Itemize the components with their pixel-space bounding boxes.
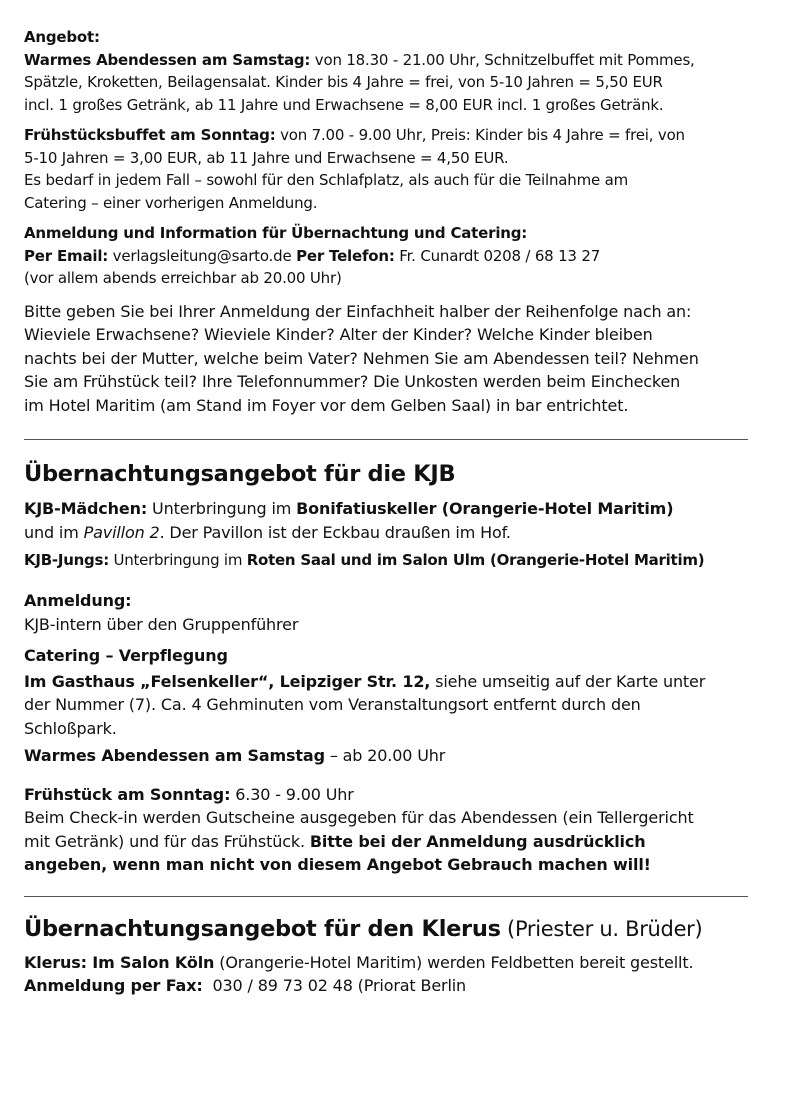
abend-label: Warmes Abendessen am Samstag xyxy=(24,746,325,765)
bitte-line-2: Wieviele Erwachsene? Wieviele Kinder? Alter der Kinder? Welche Kinder bleiben xyxy=(24,325,653,344)
phone-note: (vor allem abends erreichbar ab 20.00 Uhr) xyxy=(24,269,342,287)
klerus-title: Übernachtungsangebot für den Klerus xyxy=(24,915,501,942)
bitte-line-4: Sie am Frühstück teil? Ihre Telefonnummer? Die Unkosten werden beim Einchecken xyxy=(24,372,681,391)
abend-text: – ab 20.00 Uhr xyxy=(324,746,446,765)
klerus-label: Klerus: Im Salon Köln xyxy=(24,952,215,972)
jungs-text: Unterbringung im xyxy=(108,551,247,569)
kjb-section xyxy=(24,460,766,877)
jungs-place: Roten Saal und im Salon Ulm (Orangerie-Hotel Maritim) xyxy=(246,551,705,569)
abendessen-label: Warmes Abendessen am Samstag: xyxy=(24,50,311,69)
kjb-anmeldung-text: KJB-intern über den Gruppenführer xyxy=(24,614,299,634)
maedchen-paragraph xyxy=(24,497,766,544)
email-value[interactable]: verlagsleitung@sarto.de xyxy=(108,246,297,265)
kjb-fruehstueck-text: 6.30 - 9.00 Uhr xyxy=(230,784,354,804)
fruehstueck-label: Frühstücksbuffet am Sonntag: xyxy=(24,126,276,144)
document-page xyxy=(24,26,766,998)
kjb-anmeldung-heading: Anmeldung: xyxy=(24,591,132,610)
abend-paragraph xyxy=(24,744,766,768)
checkin-bold-1: Bitte bei der Anmeldung ausdrücklich xyxy=(309,831,646,851)
checkin-bold-2: angeben, wenn man nicht von diesem Angebot Gebrauch machen will! xyxy=(24,855,651,874)
fruehstueck-line-3: Es bedarf in jedem Fall – sowohl für den Schlafplatz, als auch für die Teilnahme am xyxy=(24,171,629,189)
checkin-line-1: Beim Check-in werden Gutscheine ausgegeben für das Abendessen (ein Tellergericht xyxy=(24,808,694,827)
bitte-line-3: nachts bei der Mutter, welche beim Vater? Nehmen Sie am Abendessen teil? Nehmen xyxy=(24,348,699,368)
fruehstueck-line-4: Catering – einer vorherigen Anmeldung. xyxy=(24,193,318,212)
jungs-label: KJB-Jungs: xyxy=(24,551,109,569)
klerus-paragraph xyxy=(24,951,766,998)
bitte-line-1: Bitte geben Sie bei Ihrer Anmeldung der Einfachheit halber der Reihenfolge nach an: xyxy=(24,301,692,321)
maedchen-pavillon: Pavillon 2 xyxy=(83,522,160,542)
email-label: Per Email: xyxy=(24,246,109,265)
klerus-text: (Orangerie-Hotel Maritim) werden Feldbetten bereit gestellt. xyxy=(214,952,694,972)
maedchen-text-2: und im xyxy=(24,522,84,542)
catering-heading: Catering – Verpflegung xyxy=(24,646,228,665)
klerus-section xyxy=(24,915,766,998)
abendessen-line-2: Spätzle, Kroketten, Beilagensalat. Kinder bis 4 Jahre = frei, von 5-10 Jahren = 5,50 EUR xyxy=(24,73,663,91)
maedchen-text-1: Unterbringung im xyxy=(147,499,297,518)
info-heading: Anmeldung und Information für Übernachtung und Catering: xyxy=(24,224,528,242)
checkin-line-2: mit Getränk) und für das Frühstück. xyxy=(24,831,310,851)
gasthaus-line-1: siehe umseitig auf der Karte unter xyxy=(430,671,706,691)
phone-value: Fr. Cunardt 0208 / 68 13 27 xyxy=(394,246,601,265)
angebot-heading: Angebot: xyxy=(24,28,100,46)
fax-label: Anmeldung per Fax: xyxy=(24,976,203,995)
kjb-fruehstueck-label: Frühstück am Sonntag: xyxy=(24,784,231,804)
jungs-paragraph xyxy=(24,549,766,572)
bitte-paragraph xyxy=(24,300,766,418)
contact-paragraph xyxy=(24,222,766,290)
fax-value: 030 / 89 73 02 48 (Priorat Berlin xyxy=(202,976,467,995)
gasthaus-paragraph xyxy=(24,670,766,741)
maedchen-label: KJB-Mädchen: xyxy=(24,499,148,518)
fruehstueck-paragraph xyxy=(24,124,766,214)
gasthaus-line-3: Schloßpark. xyxy=(24,718,117,738)
kjb-title: Übernachtungsangebot für die KJB xyxy=(24,461,456,487)
maedchen-place: Bonifatiuskeller (Orangerie-Hotel Maritim) xyxy=(296,499,674,518)
angebot-section xyxy=(24,26,766,417)
fruehstueck-line-2: 5-10 Jahren = 3,00 EUR, ab 11 Jahre und Erwachsene = 4,50 EUR. xyxy=(24,148,509,167)
gasthaus-line-2: der Nummer (7). Ca. 4 Gehminuten vom Veranstaltungsort entfernt durch den xyxy=(24,695,641,714)
bitte-line-5: im Hotel Maritim (am Stand im Foyer vor dem Gelben Saal) in bar entrichtet. xyxy=(24,395,629,415)
abendessen-line-3: incl. 1 großes Getränk, ab 11 Jahre und Erwachsene = 8,00 EUR incl. 1 großes Getränk. xyxy=(24,95,664,114)
phone-label: Per Telefon: xyxy=(296,246,395,265)
abendessen-paragraph xyxy=(24,49,766,117)
klerus-title-line xyxy=(24,915,766,943)
gasthaus-label: Im Gasthaus „Felsenkeller“, Leipziger Str. 12, xyxy=(24,671,431,691)
section-divider-2 xyxy=(24,896,748,897)
klerus-title-suffix: (Priester u. Brüder) xyxy=(500,916,703,941)
maedchen-text-3: . Der Pavillon ist der Eckbau draußen im Hof. xyxy=(159,522,511,542)
abendessen-line-1: von 18.30 - 21.00 Uhr, Schnitzelbuffet mit Pommes, xyxy=(310,50,695,69)
fruehstueck-line-1: von 7.00 - 9.00 Uhr, Preis: Kinder bis 4 Jahre = frei, von xyxy=(275,126,685,144)
kjb-fruehstueck-paragraph xyxy=(24,783,766,877)
section-divider-1 xyxy=(24,439,748,440)
